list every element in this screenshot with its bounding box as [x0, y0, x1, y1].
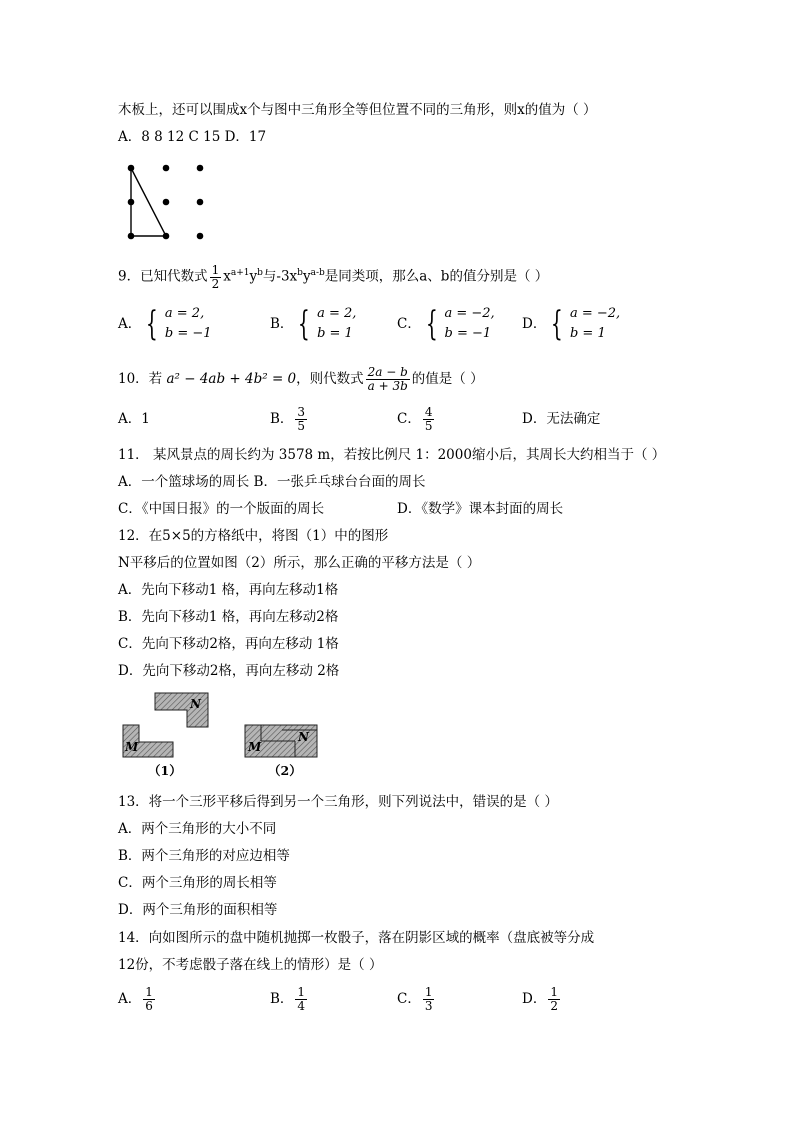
q13-stem: 13．将一个三形平移后得到另一个三角形，则下列说法中，错误的是（ ）: [118, 794, 558, 810]
q10-option-c: C． $\frac{4}{5}$: [397, 405, 433, 433]
q14-option-b: B． $\frac{1}{4}$: [270, 985, 306, 1013]
q12-option-d: D．先向下移动2格，再向左移动 2格: [118, 663, 340, 679]
q9-fraction: $\frac{1}{2}$: [211, 262, 220, 291]
grid-dot: [197, 199, 204, 206]
q11-option-d: D．《数学》课本封面的周长: [397, 501, 564, 517]
grid-dot: [163, 165, 170, 172]
q8-stem: 木板上，还可以围成x个与图中三角形全等但位置不同的三角形，则x的值为（ ）: [118, 102, 597, 118]
q10-fraction: $\frac{2a - b}{a + 3b}$: [367, 365, 408, 393]
q13-option-b: B．两个三角形的对应边相等: [118, 848, 290, 864]
fig2-caption: （2）: [268, 763, 302, 778]
fig1-caption: （1）: [148, 763, 182, 778]
label-n-1: N: [190, 697, 201, 711]
q12-option-c: C．先向下移动2格，再向左移动 1格: [118, 636, 339, 652]
translation-figures: [118, 690, 328, 760]
q10-stem: 10．若 a² − 4ab + 4b² = 0，则代数式 $\frac{2a - b}{a + 3b}$ 的值是（ ）: [118, 365, 484, 393]
q13-option-d: D．两个三角形的面积相等: [118, 902, 278, 918]
q9-option-c: C． { a = −2, b = −1: [397, 304, 495, 344]
q10-option-b: B． $\frac{3}{5}$: [270, 405, 306, 433]
q9-option-a: A． { a = 2, b = −1: [118, 304, 212, 344]
grid-dot: [163, 199, 170, 206]
q10-equation: a² − 4ab + 4b² = 0: [166, 371, 297, 387]
dot-grid-triangle-figure: [120, 158, 215, 248]
q12-stem-line1: 12．在5×5的方格纸中，将图（1）中的图形: [118, 528, 389, 544]
q9-stem: 9．已知代数式 $\frac{1}{2}$ $x^{a+1}y^b$与$-3x^by^{a-b}$是同类项，那么a、b的值分别是（ ）: [118, 262, 549, 291]
q13-option-a: A．两个三角形的大小不同: [118, 821, 277, 837]
q12-option-b: B．先向下移动1 格，再向左移动2格: [118, 609, 339, 625]
label-n-2: N: [298, 730, 309, 744]
q14-stem-line2: 12份，不考虑骰子落在线上的情形）是（ ）: [118, 957, 383, 973]
q10-option-d: D．无法确定: [522, 411, 601, 427]
q14-option-c: C． $\frac{1}{3}$: [397, 985, 433, 1013]
q14-option-a: A． $\frac{1}{6}$: [118, 985, 153, 1013]
grid-dot: [197, 165, 204, 172]
q9-option-b: B． { a = 2, b = 1: [270, 304, 357, 344]
q11-options-ab: A．一个篮球场的周长 B．一张乒乓球台台面的周长: [118, 474, 426, 490]
label-m-2: M: [248, 740, 262, 754]
q14-option-d: D． $\frac{1}{2}$: [522, 985, 558, 1013]
q12-stem-line2: N平移后的位置如图（2）所示，那么正确的平移方法是（ ）: [118, 555, 481, 571]
q12-option-a: A．先向下移动1 格，再向左移动1格: [118, 582, 339, 598]
q8-options: A．8 8 12 C 15 D．17: [118, 129, 267, 145]
q11-stem: 11． 某风景点的周长约为 3578 m，若按比例尺 1：2000缩小后，其周长大约相当于（ ）: [118, 447, 666, 463]
triangle-shape: [131, 168, 166, 236]
q9-option-d: D． { a = −2, b = 1: [522, 304, 621, 344]
grid-dot: [197, 233, 204, 240]
q10-option-a: A．1: [118, 411, 150, 427]
q13-option-c: C．两个三角形的周长相等: [118, 875, 277, 891]
q9-prefix: 9．已知代数式: [118, 268, 208, 285]
q14-stem-line1: 14．向如图所示的盘中随机抛掷一枚骰子，落在阴影区域的概率（盘底被等分成: [118, 930, 595, 946]
q11-option-c: C．《中国日报》的一个版面的周长: [118, 501, 325, 517]
label-m-1: M: [125, 740, 139, 754]
